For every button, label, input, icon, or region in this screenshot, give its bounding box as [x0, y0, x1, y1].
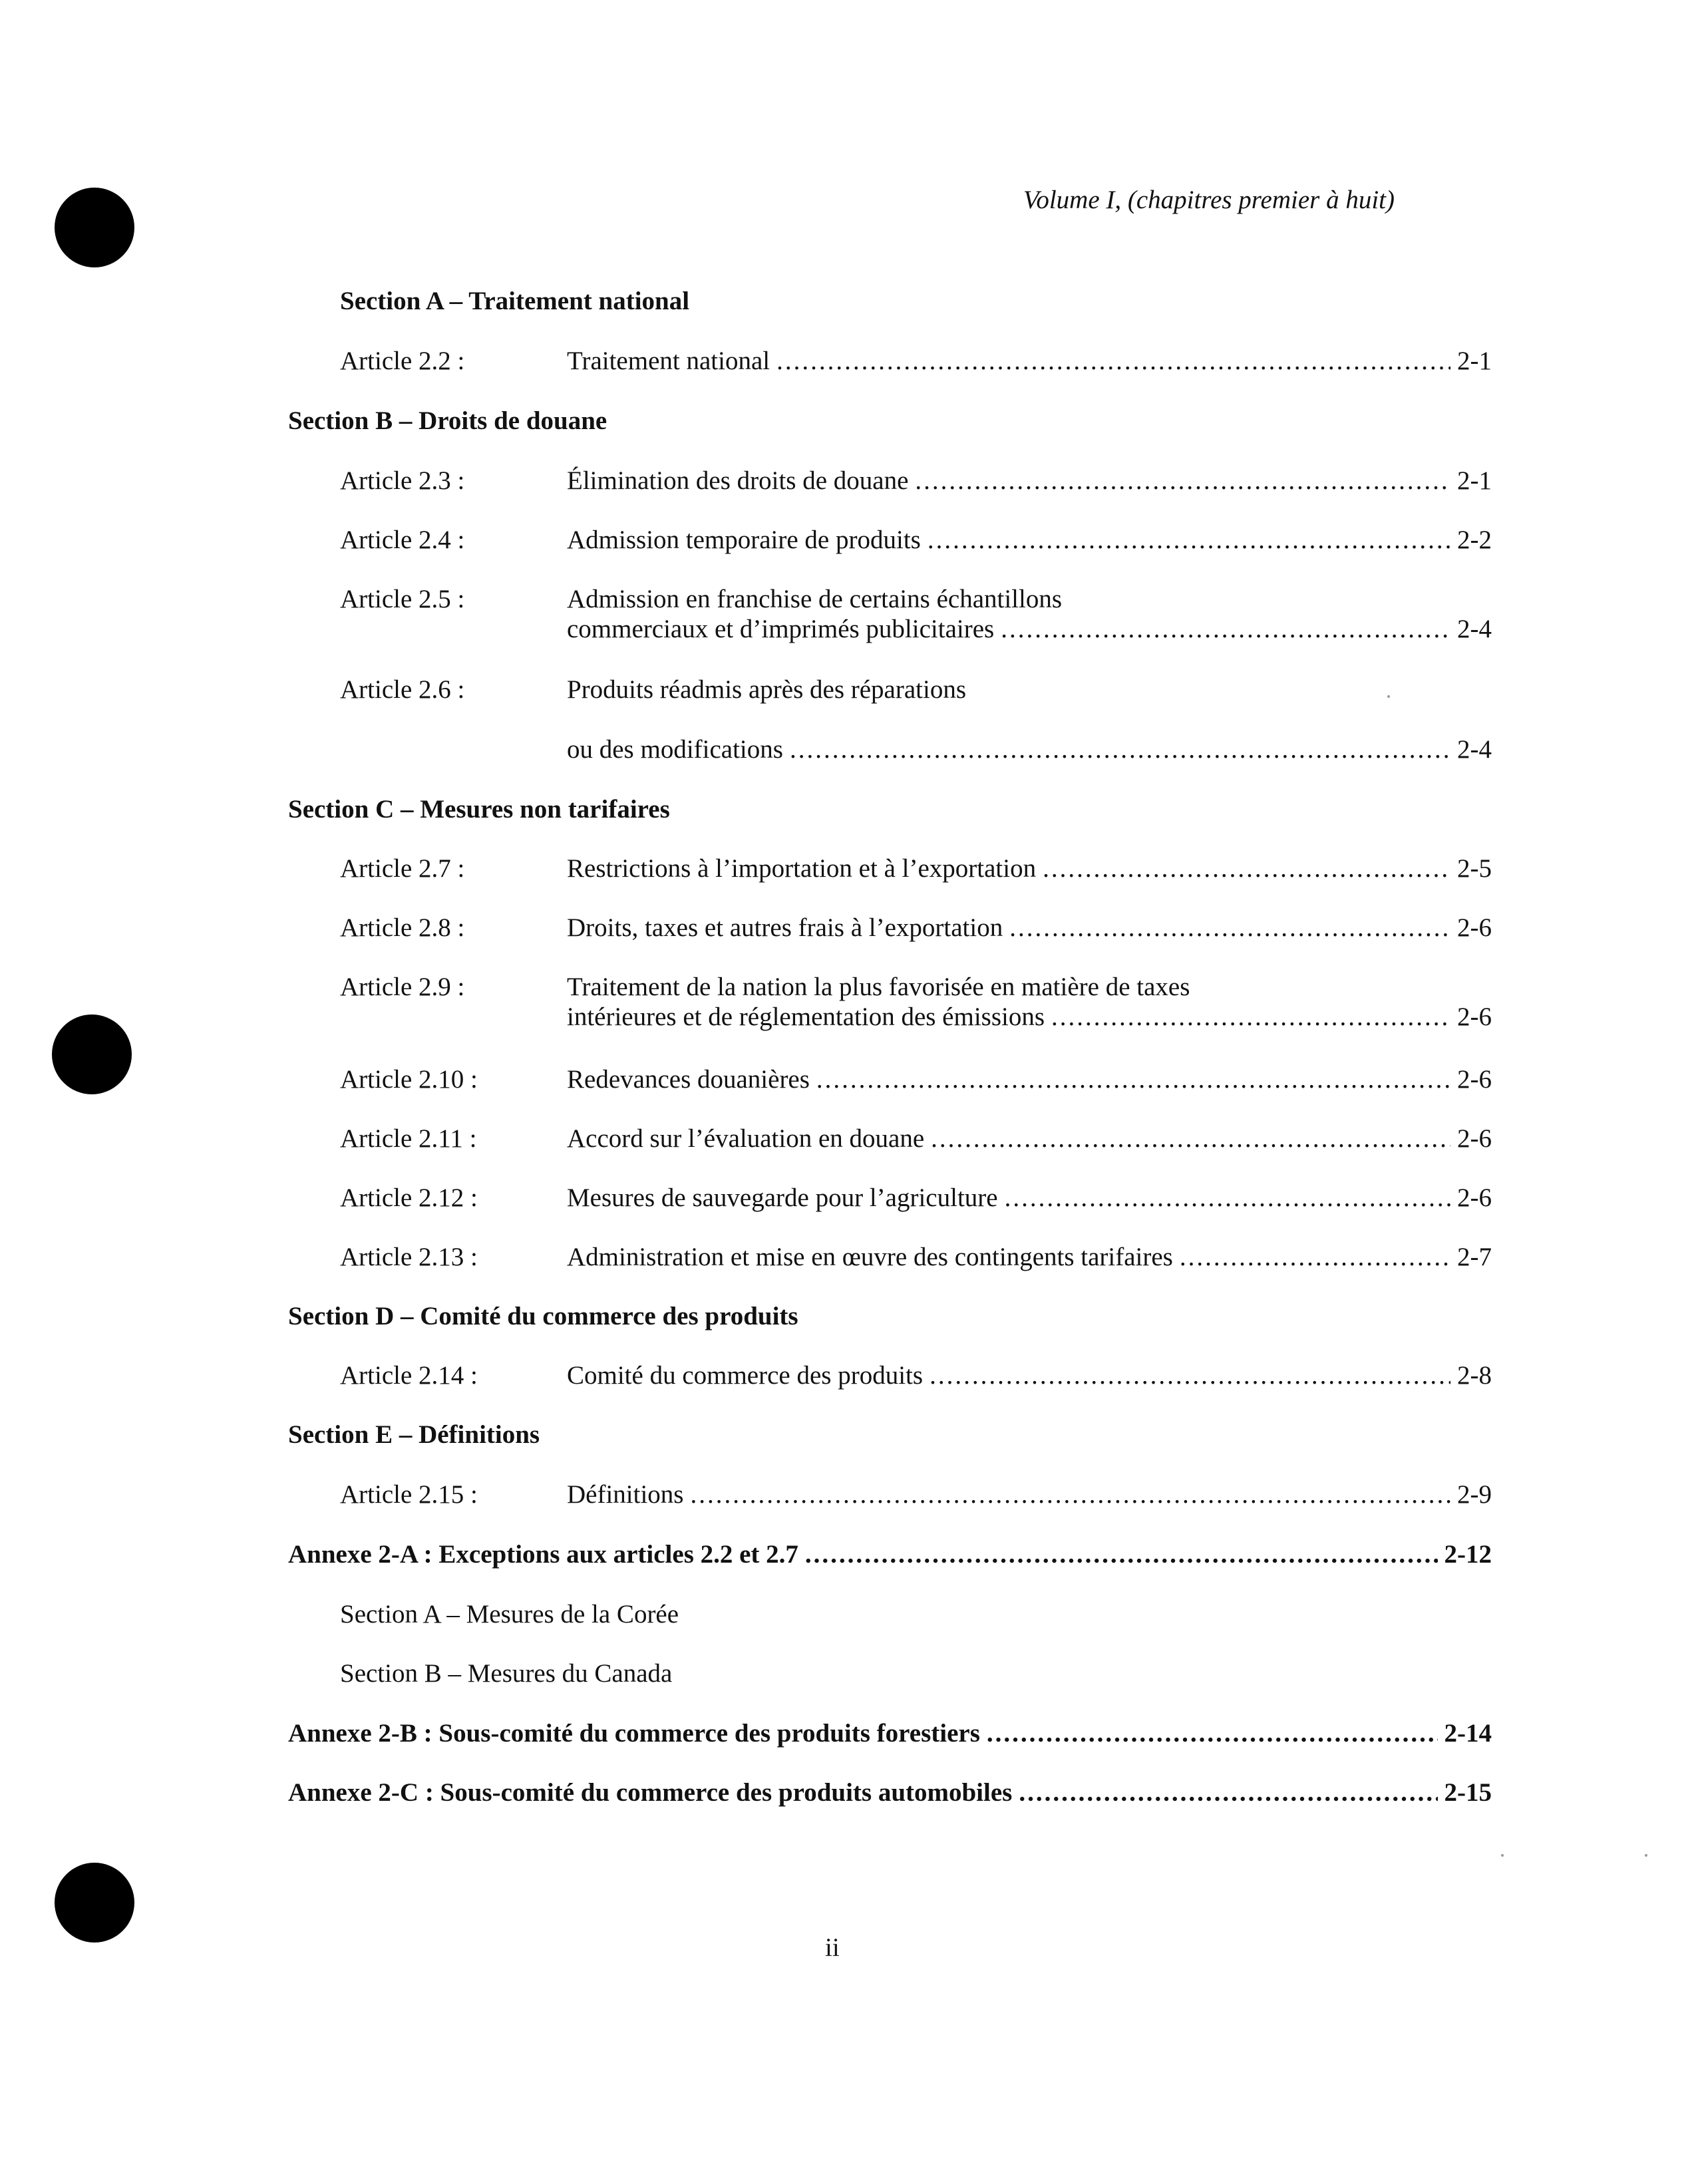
article-title: Droits, taxes et autres frais à l’exportation	[567, 913, 1003, 942]
page-ref: 2-1	[1457, 347, 1492, 375]
page-ref: 2-14	[1444, 1719, 1492, 1748]
dot-leader	[987, 1718, 1438, 1750]
toc-article-entry[interactable]	[340, 345, 1492, 377]
article-number: Article 2.9 :	[340, 973, 465, 1001]
leader-line	[567, 1360, 1492, 1392]
dot-leader	[1009, 912, 1450, 944]
toc-article-entry[interactable]	[340, 465, 1492, 497]
section-heading: Section A – Traitement national	[340, 287, 690, 315]
leader-line	[567, 1001, 1492, 1033]
leader-line	[567, 734, 1492, 766]
leader-line	[567, 613, 1492, 645]
annex-title: Annexe 2-A : Exceptions aux articles 2.2 et 2.7	[288, 1540, 798, 1569]
toc-article-entry[interactable]	[340, 524, 1492, 556]
toc-article-entry[interactable]	[340, 1182, 1492, 1214]
section-heading: Section D – Comité du commerce des produits	[288, 1302, 798, 1330]
article-title: Élimination des droits de douane	[567, 466, 909, 495]
leader-line	[288, 1777, 1492, 1809]
article-number: Article 2.14 :	[340, 1361, 478, 1390]
article-number: Article 2.2 :	[340, 347, 465, 375]
toc-article-entry[interactable]	[340, 674, 1492, 764]
article-title: Définitions	[567, 1480, 684, 1509]
page-ref: 2-5	[1457, 854, 1492, 883]
toc-article-entry[interactable]	[340, 1479, 1492, 1511]
annex-title: Annexe 2-C : Sous-comité du commerce des produits automobiles	[288, 1778, 1013, 1807]
article-number: Article 2.11 :	[340, 1124, 477, 1153]
dot-leader	[690, 1479, 1450, 1511]
page-ref: 2-6	[1457, 913, 1492, 942]
dot-leader	[930, 1360, 1450, 1392]
section-heading: Section E – Définitions	[288, 1420, 540, 1449]
dot-leader	[1180, 1241, 1450, 1273]
page-ref: 2-12	[1444, 1540, 1492, 1569]
toc-article-entry[interactable]	[340, 853, 1492, 885]
leader-line	[567, 465, 1492, 497]
annex-subsection: Section A – Mesures de la Corée	[340, 1600, 679, 1629]
page-ref: 2-4	[1457, 615, 1492, 643]
toc-article-entry[interactable]	[340, 583, 1492, 643]
page-ref: 2-4	[1457, 735, 1492, 764]
running-header: Volume I, (chapitres premier à huit)	[1023, 186, 1395, 214]
dot-leader	[776, 345, 1450, 377]
page-number: ii	[825, 1933, 840, 1962]
page-ref: 2-6	[1457, 1183, 1492, 1212]
page-ref: 2-8	[1457, 1361, 1492, 1390]
article-title-line2: ou des modifications	[567, 735, 783, 764]
article-number: Article 2.4 :	[340, 526, 465, 554]
leader-line	[567, 912, 1492, 944]
leader-line	[567, 853, 1492, 885]
dot-leader	[1001, 613, 1450, 645]
annex-subsection: Section B – Mesures du Canada	[340, 1659, 673, 1688]
article-title: Traitement national	[567, 347, 770, 375]
leader-line	[567, 1241, 1492, 1273]
article-title: Administration et mise en œuvre des contingents tarifaires	[567, 1243, 1173, 1271]
article-number: Article 2.8 :	[340, 913, 465, 942]
page-ref: 2-9	[1457, 1480, 1492, 1509]
article-title-line2: commerciaux et d’imprimés publicitaires	[567, 615, 995, 643]
leader-line	[288, 1718, 1492, 1750]
page-ref: 2-6	[1457, 1065, 1492, 1094]
dot-leader	[931, 1123, 1450, 1155]
article-title-line1: Admission en franchise de certains échantillons	[567, 585, 1063, 613]
article-number: Article 2.12 :	[340, 1183, 478, 1212]
article-title: Mesures de sauvegarde pour l’agriculture	[567, 1183, 998, 1212]
dot-leader	[928, 524, 1450, 556]
page-ref: 2-1	[1457, 466, 1492, 495]
dot-leader	[1043, 853, 1450, 885]
leader-line	[567, 1123, 1492, 1155]
page-ref: 2-15	[1444, 1778, 1492, 1807]
leader-line	[567, 524, 1492, 556]
article-title: Comité du commerce des produits	[567, 1361, 924, 1390]
leader-line	[567, 1479, 1492, 1511]
article-title: Restrictions à l’importation et à l’exportation	[567, 854, 1037, 883]
article-number: Article 2.15 :	[340, 1480, 478, 1509]
page-ref: 2-2	[1457, 526, 1492, 554]
toc-article-entry[interactable]	[340, 912, 1492, 944]
toc-article-entry[interactable]	[340, 1241, 1492, 1273]
article-number: Article 2.10 :	[340, 1065, 478, 1094]
section-heading: Section B – Droits de douane	[288, 406, 607, 435]
toc-article-entry[interactable]	[340, 971, 1492, 1031]
article-number: Article 2.5 :	[340, 585, 465, 613]
dot-leader	[1005, 1182, 1450, 1214]
article-title-line2: intérieures et de réglementation des émissions	[567, 1003, 1045, 1031]
page-ref: 2-7	[1457, 1243, 1492, 1271]
article-title: Accord sur l’évaluation en douane	[567, 1124, 925, 1153]
article-number: Article 2.7 :	[340, 854, 465, 883]
section-heading: Section C – Mesures non tarifaires	[288, 795, 670, 824]
leader-line	[567, 1182, 1492, 1214]
toc-article-entry[interactable]	[340, 1123, 1492, 1155]
toc-article-entry[interactable]	[340, 1360, 1492, 1392]
leader-line	[288, 1539, 1492, 1571]
article-number: Article 2.3 :	[340, 466, 465, 495]
dot-leader	[1051, 1001, 1450, 1033]
toc-article-entry[interactable]	[340, 1064, 1492, 1096]
page-ref: 2-6	[1457, 1124, 1492, 1153]
dot-leader	[805, 1539, 1438, 1571]
article-title-line1: Traitement de la nation la plus favorisée en matière de taxes	[567, 973, 1190, 1001]
article-number: Article 2.13 :	[340, 1243, 478, 1271]
dot-leader	[816, 1064, 1450, 1096]
article-title: Redevances douanières	[567, 1065, 810, 1094]
annex-title: Annexe 2-B : Sous-comité du commerce des produits forestiers	[288, 1719, 980, 1748]
article-title-line1: Produits réadmis après des réparations	[567, 675, 967, 704]
leader-line	[567, 1064, 1492, 1096]
leader-line	[567, 345, 1492, 377]
article-title: Admission temporaire de produits	[567, 526, 921, 554]
dot-leader	[790, 734, 1450, 766]
page-ref: 2-6	[1457, 1003, 1492, 1031]
dot-leader	[1019, 1777, 1437, 1809]
dot-leader	[915, 465, 1450, 497]
article-number: Article 2.6 :	[340, 675, 465, 704]
